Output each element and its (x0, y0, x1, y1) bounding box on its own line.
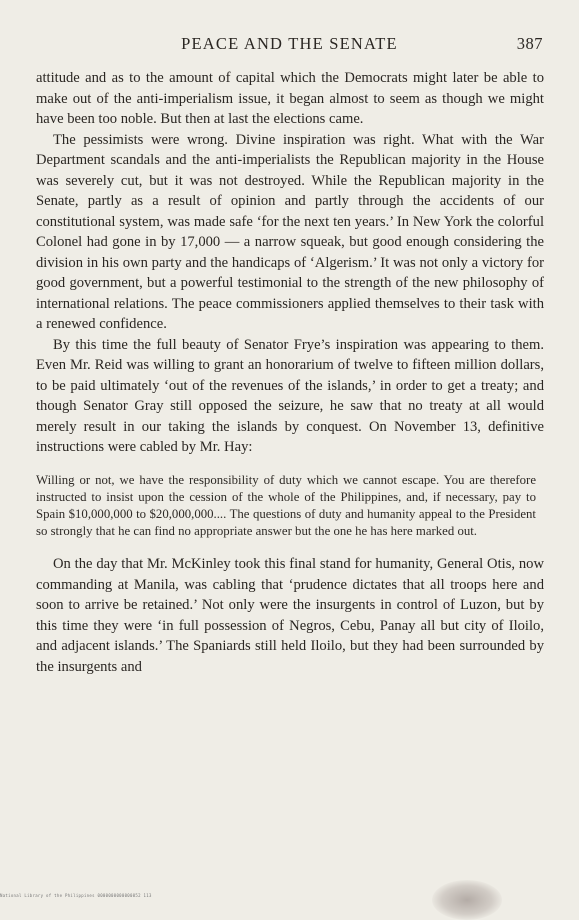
paragraph-4: On the day that Mr. McKinley took this final stand for humanity, General Otis, now commanding at Manila, was cabling that ‘prudence dictates that all troops here and soon to arrive be retained.’ Not only were the insurgents in control of Luzon, but by this time they were ‘in full possession of Negros, Cebu, Panay all but city of Iloilo, and adjacent islands.’ The Spaniards still held Iloilo, but they had been surrounded by the insurgents and (36, 556, 544, 675)
block-quote: Willing or not, we have the responsibility of duty which we cannot escape. You are therefore instructed to insist upon the cession of the whole of the Philippines, and, if necessary, pay to Spain $10,000,000 to $20,000,000.... The questions of duty and humanity appeal to the President so strongly that he can find no appropriate answer but the one he has here marked out. (36, 472, 536, 539)
paragraph-3: By this time the full beauty of Senator Frye’s inspiration was appearing to them. Even Mr. Reid was willing to grant an honorarium of twelve to fifteen million dollars, to be paid ultimately ‘out of the revenues of the islands,’ in order to get a treaty; and though Senator Gray still opposed the seizure, he saw that no treaty at all would merely result in our taking the islands by conquest. On November 13, definitive instructions were cabled by Mr. Hay: (36, 336, 544, 455)
running-title: PEACE AND THE SENATE (181, 34, 398, 53)
scan-thumb-shadow (432, 880, 502, 920)
page-number: 387 (516, 34, 543, 53)
body-text (36, 68, 544, 677)
paragraph-2: The pessimists were wrong. Divine inspiration was right. What with the War Department scandals and the anti-imperialists the Republican majority in the House was severely cut, but it was not destroyed. While the Republican majority in the Senate, partly as a result of opinion and partly through the accidents of our constitutional system, was made safe ‘for the next ten years.’ In New York the colorful Colonel had gone in by 17,000 — a narrow squeak, but good enough considering the division in his own party and the handicaps of ‘Algerism.’ It was not only a victory for good government, but a powerful testimonial to the strength of the new philosophy of international relations. The peace commissioners applied themselves to their task with a renewed confidence. (36, 131, 544, 332)
paragraph-1: attitude and as to the amount of capital which the Democrats might later be able to make out of the anti-imperialism issue, it began almost to seem as though we might have been too noble. But then at last the elections came. (36, 70, 544, 127)
library-stamp: National Library of the Philippines 0000000000000052 113 (0, 893, 152, 898)
running-header (36, 34, 543, 56)
